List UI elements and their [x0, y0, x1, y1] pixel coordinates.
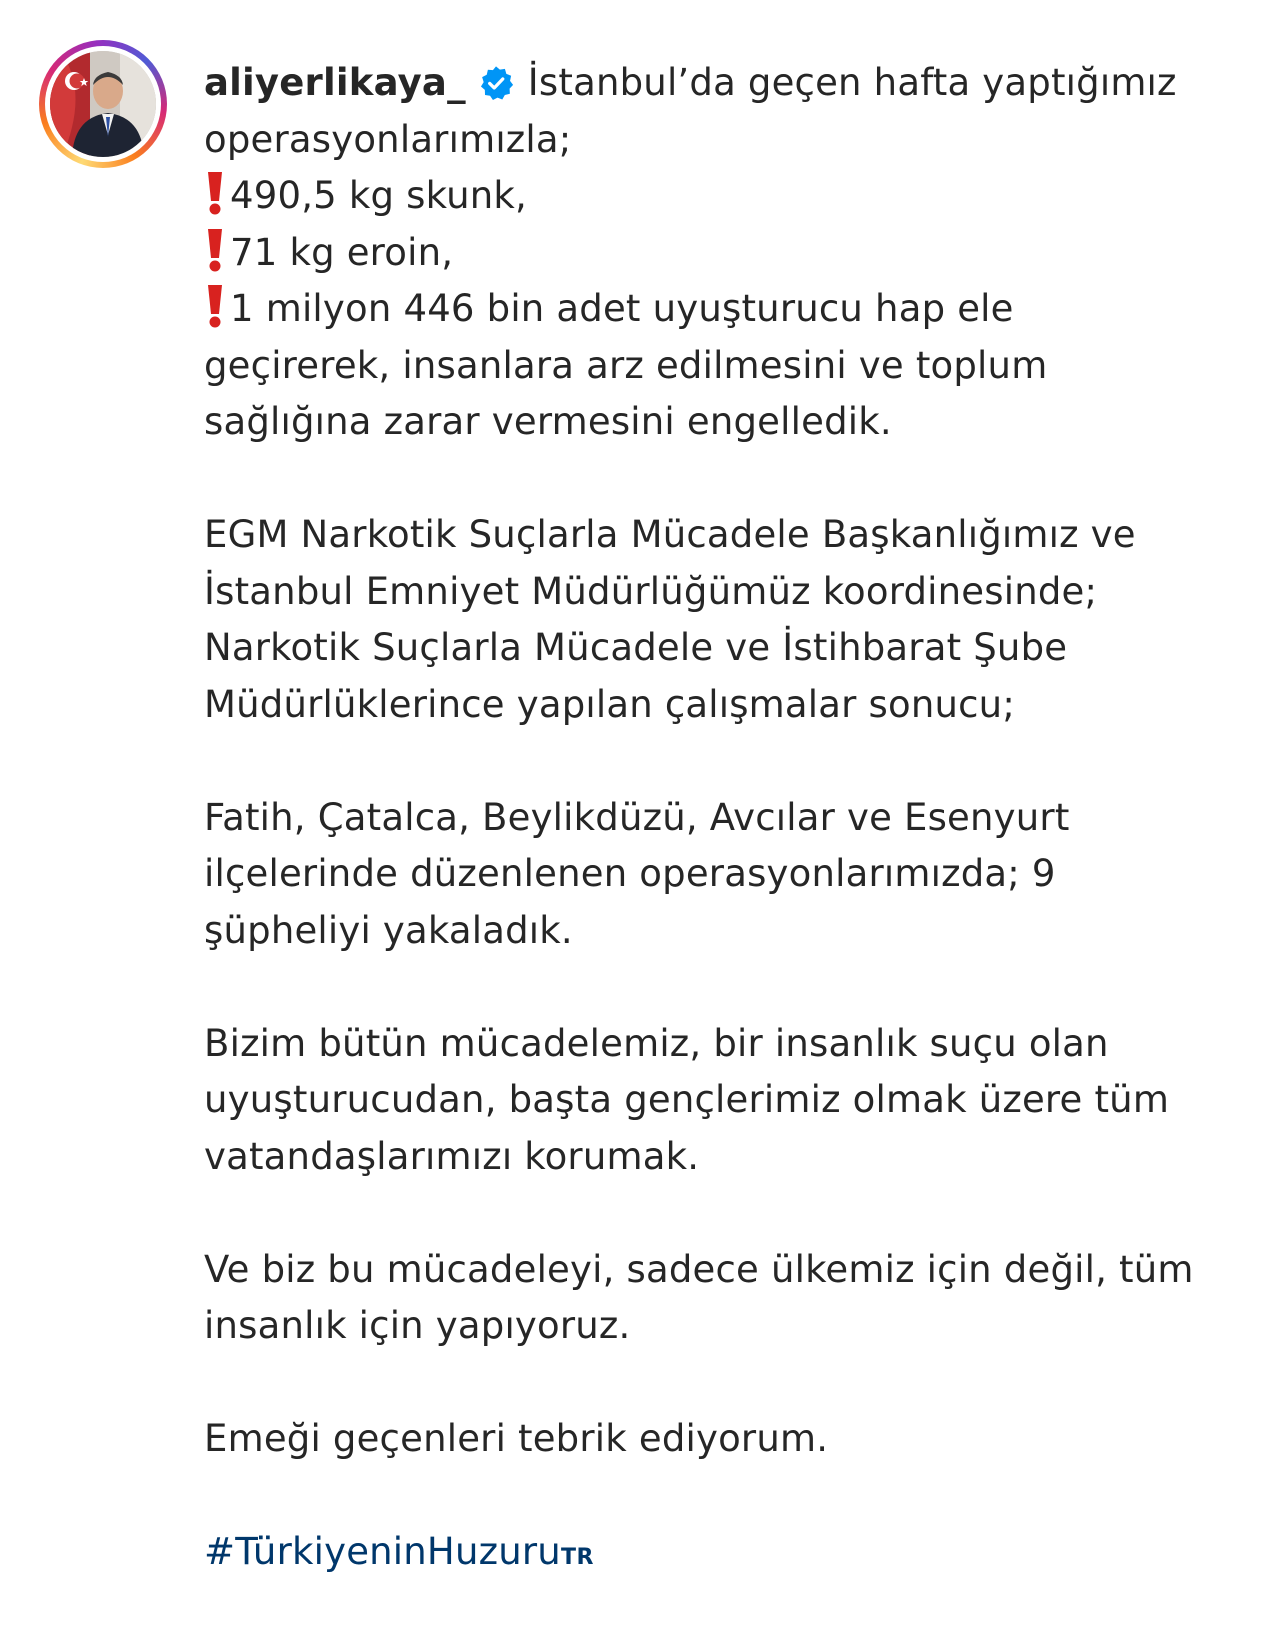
- verified-badge-icon: [478, 65, 514, 101]
- username-link[interactable]: aliyerlikaya_: [204, 61, 466, 104]
- caption-list-item: [204, 225, 1274, 282]
- profile-photo: [50, 51, 156, 157]
- caption-line: Fatih, Çatalca, Beylikdüzü, Avcılar ve Esenyurt: [204, 795, 1070, 839]
- caption-line: Emeği geçenleri tebrik ediyorum.: [204, 1417, 829, 1460]
- caption-line: Müdürlüklerince yapılan çalışmalar sonucu;: [204, 682, 1015, 726]
- avatar-frame: [45, 46, 161, 162]
- hashtag-line: [204, 1524, 1274, 1587]
- caption-line: EGM Narkotik Suçlarla Mücadele Başkanlığımız ve: [204, 513, 1136, 556]
- caption-line: sağlığına zarar vermesini engelledik.: [204, 400, 892, 443]
- caption-line: uyuşturucudan, başta gençlerimiz olmak üzere tüm: [204, 1078, 1170, 1121]
- paragraph-gap: [204, 733, 1274, 790]
- caption-line: vatandaşlarımızı korumak.: [204, 1134, 700, 1178]
- caption-line: şüpheliyi yakaladık.: [204, 908, 573, 952]
- exclamation-icon: [204, 170, 226, 216]
- exclamation-icon: [204, 283, 226, 329]
- caption-line: Bizim bütün mücadelemiz, bir insanlık suçu olan: [204, 1021, 1109, 1065]
- paragraph-gap: [204, 451, 1274, 508]
- hashtag-link[interactable]: [204, 1530, 594, 1573]
- caption-line: İstanbul’da geçen hafta yaptığımız: [527, 61, 1177, 104]
- caption-list-item-text: 71 kg eroin,: [230, 230, 454, 274]
- caption-line: insanlık için yapıyoruz.: [204, 1304, 631, 1347]
- caption-list-item-text: 1 milyon 446 bin adet uyuşturucu hap ele: [230, 287, 1014, 330]
- caption-line: ilçelerinde düzenlenen operasyonlarımızda; 9: [204, 852, 1056, 895]
- paragraph-gap: [204, 1468, 1274, 1525]
- caption-line: geçirerek, insanlara arz edilmesini ve toplum: [204, 343, 1048, 387]
- caption-first-line: [204, 55, 1274, 112]
- paragraph-gap: [204, 1355, 1274, 1412]
- caption-line: Narkotik Suçlarla Mücadele ve İstihbarat Şube: [204, 626, 1068, 669]
- exclamation-icon: [204, 227, 226, 273]
- caption-line: Ve biz bu mücadeleyi, sadece ülkemiz için değil, tüm: [204, 1247, 1194, 1291]
- caption-list-item: [204, 281, 1274, 338]
- hashtag-text: #TürkiyeninHuzuru: [204, 1530, 561, 1573]
- caption-list-item: [204, 168, 1274, 225]
- caption-line: İstanbul Emniyet Müdürlüğümüz koordinesinde;: [204, 569, 1098, 613]
- post-caption: [204, 55, 1274, 1587]
- hashtag-suffix: TR: [560, 1545, 594, 1570]
- caption-list-item-text: 490,5 kg skunk,: [230, 174, 528, 217]
- caption-line: operasyonlarımızla;: [204, 117, 572, 161]
- story-ring[interactable]: [39, 40, 167, 168]
- avatar[interactable]: [50, 51, 156, 157]
- paragraph-gap: [204, 1185, 1274, 1242]
- paragraph-gap: [204, 959, 1274, 1016]
